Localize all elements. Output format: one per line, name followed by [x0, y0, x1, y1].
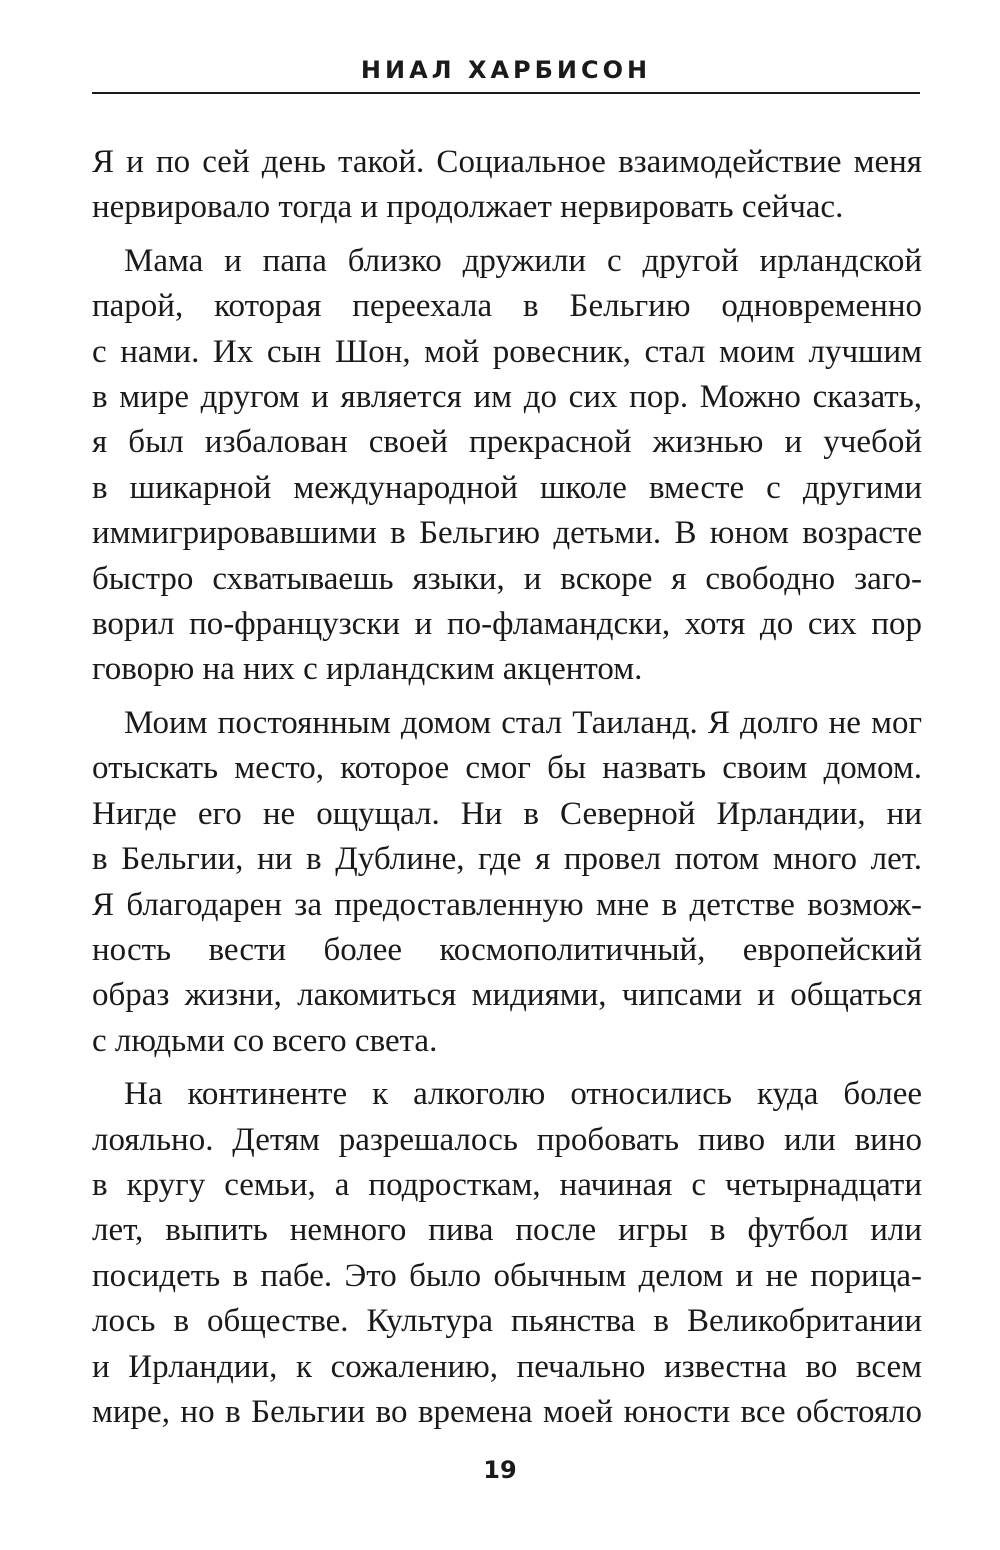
text-line: лояльно. Детям разрешалось пробовать пиво или вино [92, 1121, 922, 1158]
text-line: мире, но в Бельгии во времена моей юности все обстояло [92, 1393, 922, 1430]
text-line: и Ирландии, к сожалению, печально известна во всем [92, 1348, 922, 1385]
text-line: в кругу семьи, а подросткам, начиная с четырнадцати [92, 1166, 922, 1203]
text-line: нервировало тогда и продолжает нервировать сейчас. [92, 189, 844, 226]
header-rule [92, 92, 920, 94]
text-line: иммигрировавшими в Бельгию детьми. В юном возрасте [92, 515, 922, 552]
text-line: образ жизни, лакомиться мидиями, чипсами и общаться [92, 977, 922, 1014]
text-line: На континенте к алкоголю относились куда более [124, 1076, 922, 1113]
text-line: лет, выпить немного пива после игры в футбол или [92, 1212, 922, 1249]
text-line: Я и по сей день такой. Социальное взаимодействие меня [92, 144, 922, 180]
text-line: Мама и папа близко дружили с другой ирландской [124, 242, 922, 279]
text-line: лось в обществе. Культура пьянства в Великобритании [92, 1303, 922, 1340]
text-line: посидеть в пабе. Это было обычным делом и не порица- [92, 1257, 922, 1294]
text-line: я был избалован своей прекрасной жизнью и учебой [92, 424, 922, 461]
text-line: Я благодарен за предоставленную мне в детстве возмож- [92, 886, 922, 923]
text-line: ность вести более космополитичный, европейский [92, 931, 922, 968]
text-line: в мире другом и является им до сих пор. Можно сказать, [92, 379, 922, 416]
text-line: с нами. Их сын Шон, мой ровесник, стал моим лучшим [92, 333, 922, 370]
text-line: Нигде его не ощущал. Ни в Северной Ирландии, ни [92, 795, 922, 832]
text-line: в шикарной международной школе вместе с другими [92, 469, 922, 506]
text-line: отыскать место, которое смог бы назвать своим домом. [92, 750, 922, 787]
text-line: Моим постоянным домом стал Таиланд. Я долго не мог [124, 704, 922, 741]
page-number: 19 [483, 1456, 517, 1484]
text-line: с людьми со всего света. [92, 1022, 438, 1059]
running-head: НИАЛ ХАРБИСОН [360, 56, 652, 84]
text-line: говорю на них с ирландским акцентом. [92, 651, 643, 688]
body-text [92, 140, 922, 1435]
text-line: в Бельгии, ни в Дублине, где я провел потом много лет. [92, 841, 922, 878]
text-line: быстро схватываешь языки, и вскоре я свободно заго- [92, 560, 922, 597]
text-line: ворил по-французски и по-фламандски, хотя до сих пор [92, 606, 922, 643]
text-line: парой, которая переехала в Бельгию одновременно [92, 288, 922, 325]
